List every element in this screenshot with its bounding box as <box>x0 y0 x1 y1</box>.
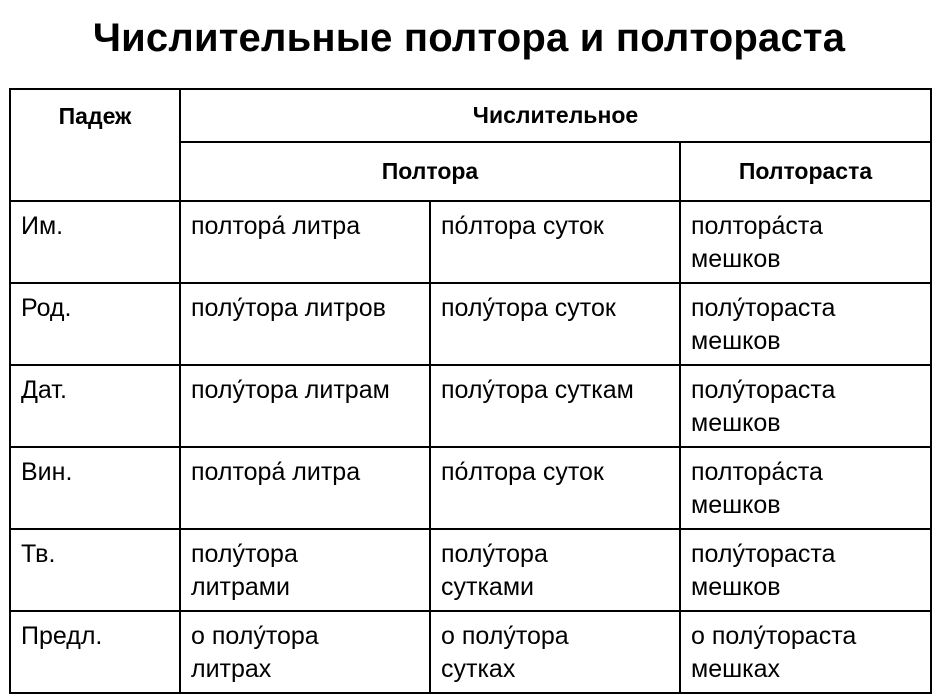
declension-table <box>9 88 932 694</box>
form-text: полтора́ста <box>691 212 823 240</box>
form-cell-c2 <box>430 283 680 365</box>
form-text: мешков <box>691 573 781 601</box>
case-cell <box>10 365 180 447</box>
form-text: мешков <box>691 409 781 437</box>
form-cell-c2 <box>430 365 680 447</box>
form-text: полу́тора суткам <box>441 376 634 404</box>
form-text: по́лтора суток <box>441 458 604 486</box>
form-cell-c1 <box>180 611 430 693</box>
form-text: полу́тораста <box>691 294 836 322</box>
form-text: сутками <box>441 573 534 601</box>
form-text: о полу́тора <box>191 622 319 650</box>
case-cell <box>10 201 180 283</box>
case-cell <box>10 283 180 365</box>
case-label: Предл. <box>21 622 103 650</box>
form-text: мешках <box>691 655 781 683</box>
form-text: полу́тора суток <box>441 294 616 322</box>
form-text: по́лтора суток <box>441 212 604 240</box>
table-row <box>10 201 931 283</box>
form-cell-c3 <box>680 447 931 529</box>
table-row <box>10 529 931 611</box>
header-numeral: Числительное <box>180 89 931 142</box>
form-cell-c2 <box>430 201 680 283</box>
form-text: полу́тора литрам <box>191 376 390 404</box>
case-cell <box>10 529 180 611</box>
table-row <box>10 365 931 447</box>
case-cell <box>10 611 180 693</box>
form-cell-c1 <box>180 529 430 611</box>
form-text: полу́тора литров <box>191 294 386 322</box>
form-cell-c1 <box>180 201 430 283</box>
form-cell-c1 <box>180 365 430 447</box>
form-text: мешков <box>691 245 781 273</box>
case-label: Тв. <box>21 540 56 568</box>
table-row <box>10 611 931 693</box>
form-cell-c3 <box>680 529 931 611</box>
table-row <box>10 447 931 529</box>
form-cell-c2 <box>430 529 680 611</box>
table-row <box>10 283 931 365</box>
form-cell-c3 <box>680 201 931 283</box>
form-cell-c1 <box>180 283 430 365</box>
form-cell-c2 <box>430 447 680 529</box>
page-title: Числительные полтора и полтораста <box>92 16 846 60</box>
form-text: мешков <box>691 491 781 519</box>
form-cell-c1 <box>180 447 430 529</box>
form-text: полтора́ литра <box>191 458 361 486</box>
form-text: полу́тораста <box>691 376 836 404</box>
case-label: Им. <box>21 212 64 240</box>
form-cell-c2 <box>430 611 680 693</box>
form-cell-c3 <box>680 365 931 447</box>
form-text: мешков <box>691 327 781 355</box>
form-cell-c3 <box>680 611 931 693</box>
form-text: полу́тора <box>441 540 548 568</box>
form-text: о полу́тора <box>441 622 569 650</box>
form-text: полтора́ста <box>691 458 823 486</box>
header-poltorasta: Полтораста <box>680 142 931 201</box>
form-cell-c3 <box>680 283 931 365</box>
case-label: Вин. <box>21 458 73 486</box>
form-text: полу́тораста <box>691 540 836 568</box>
form-text: литрах <box>191 655 272 683</box>
form-text: литрами <box>191 573 290 601</box>
form-text: сутках <box>441 655 516 683</box>
header-case: Падеж <box>10 89 180 201</box>
form-text: полу́тора <box>191 540 298 568</box>
case-label: Дат. <box>21 376 67 404</box>
case-cell <box>10 447 180 529</box>
form-text: о полу́тораста <box>691 622 857 650</box>
form-text: полтора́ литра <box>191 212 361 240</box>
header-poltora: Полтора <box>180 142 680 201</box>
case-label: Род. <box>21 294 72 322</box>
